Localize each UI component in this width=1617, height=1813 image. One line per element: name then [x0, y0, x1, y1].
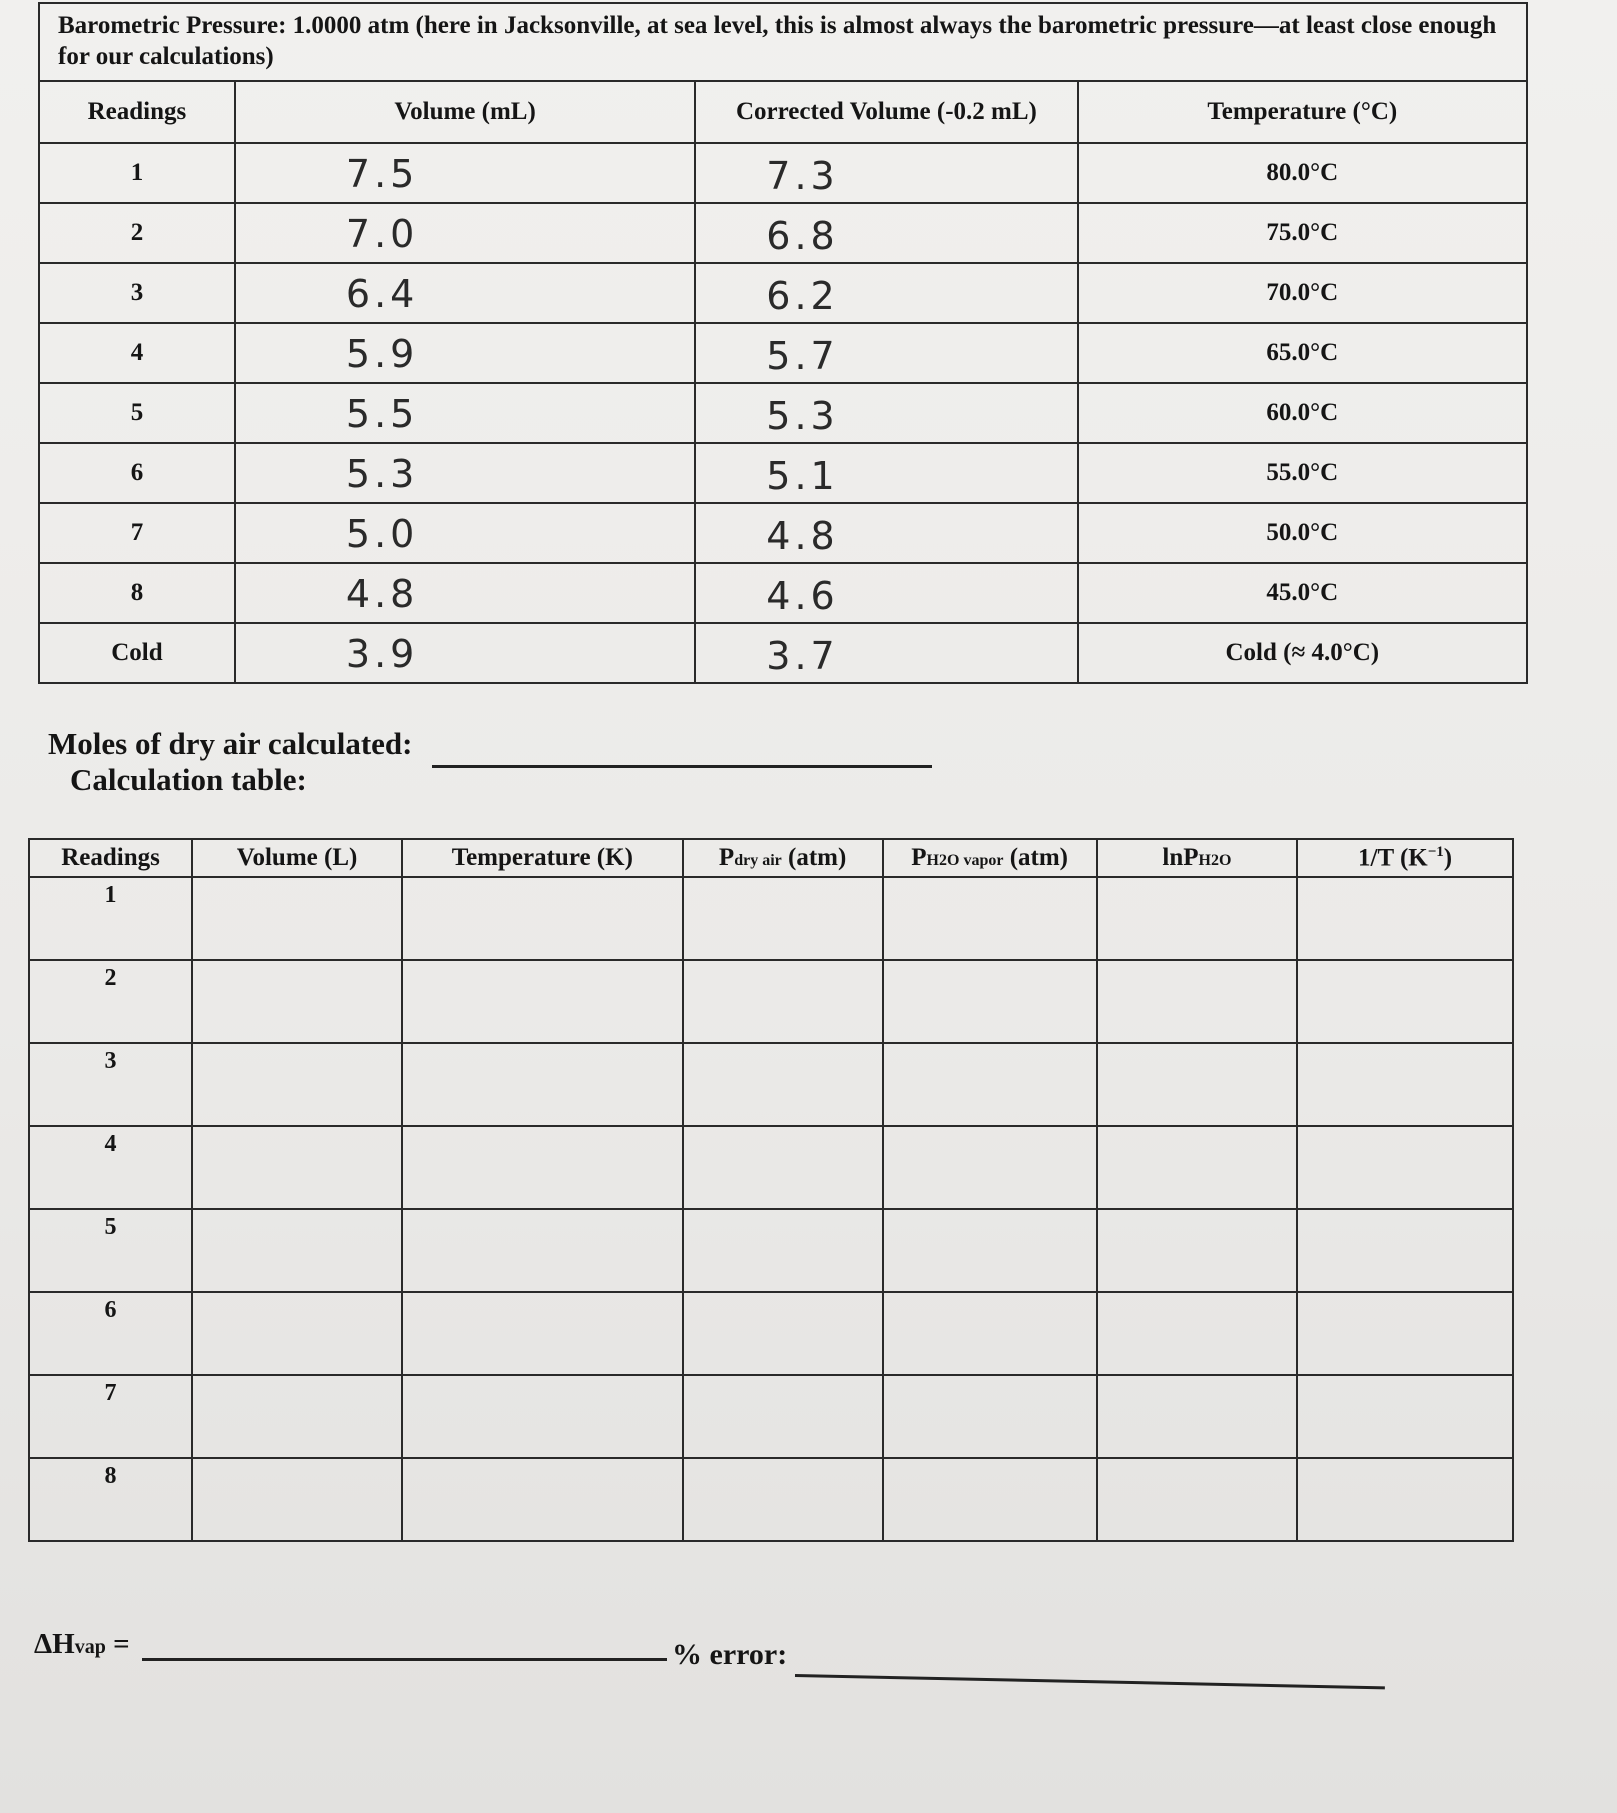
- inv-main: 1/T (K: [1358, 844, 1428, 872]
- temperature-k-cell[interactable]: [402, 1043, 683, 1126]
- ph2o-unit: (atm): [1003, 844, 1068, 871]
- percent-error-answer-line[interactable]: [795, 1674, 1385, 1689]
- volume-ml-value-handwritten: 5.9: [345, 332, 419, 376]
- corrected-volume-value: [695, 443, 1077, 503]
- inverse-temperature-cell[interactable]: [1297, 1292, 1513, 1375]
- temperature-k-cell[interactable]: [402, 1209, 683, 1292]
- ph2o-vapor-cell[interactable]: [883, 960, 1097, 1043]
- inverse-temperature-cell[interactable]: [1297, 1043, 1513, 1126]
- corrected-volume-value-handwritten: 6.8: [766, 214, 839, 258]
- ph2o-vapor-cell[interactable]: [883, 1043, 1097, 1126]
- volume-ml-value: [235, 203, 695, 263]
- inverse-temperature-cell[interactable]: [1297, 1458, 1513, 1541]
- calc-reading-number: 2: [29, 960, 192, 1043]
- volume-ml-value: [235, 383, 695, 443]
- temperature-c-value: 45.0°C: [1078, 563, 1527, 623]
- pdry-air-cell[interactable]: [683, 1209, 883, 1292]
- temperature-k-cell[interactable]: [402, 960, 683, 1043]
- pdry-unit: (atm): [781, 844, 847, 871]
- data-table: [38, 2, 1528, 684]
- ln-main: lnP: [1162, 844, 1199, 871]
- calculation-table: [28, 838, 1514, 1542]
- volume-ml-value: [235, 623, 695, 683]
- percent-error-label: % error:: [672, 1638, 788, 1671]
- moles-label: Moles of dry air calculated:: [48, 726, 413, 761]
- corrected-volume-value: [695, 323, 1077, 383]
- corrected-volume-value-handwritten: 4.8: [766, 514, 839, 558]
- calc-header-ph2o-vapor: [883, 839, 1097, 877]
- volume-ml-value: [235, 563, 695, 623]
- volume-l-cell[interactable]: [192, 1043, 402, 1126]
- dh-sub: vap: [74, 1636, 106, 1658]
- data-row: [39, 503, 1527, 563]
- data-row: [39, 443, 1527, 503]
- pdry-air-cell[interactable]: [683, 1126, 883, 1209]
- reading-number: 6: [39, 443, 235, 503]
- ph2o-sub: H2O vapor: [926, 852, 1004, 869]
- ph2o-vapor-cell[interactable]: [883, 1458, 1097, 1541]
- corrected-volume-value-handwritten: 5.3: [766, 394, 839, 438]
- temperature-c-value: 70.0°C: [1078, 263, 1527, 323]
- data-row: [39, 623, 1527, 683]
- header-readings: Readings: [39, 81, 235, 143]
- calc-row: [29, 1458, 1513, 1541]
- reading-number: Cold: [39, 623, 235, 683]
- volume-l-cell[interactable]: [192, 1458, 402, 1541]
- calc-reading-number: 5: [29, 1209, 192, 1292]
- volume-ml-value-handwritten: 6.4: [345, 272, 419, 316]
- temperature-k-cell[interactable]: [402, 877, 683, 960]
- ln-ph2o-cell[interactable]: [1097, 960, 1298, 1043]
- volume-ml-value-handwritten: 5.3: [345, 452, 419, 496]
- inv-end: ): [1443, 844, 1453, 872]
- data-row: [39, 383, 1527, 443]
- calc-header-ln-ph2o: [1097, 839, 1298, 877]
- header-volume-ml: Volume (mL): [235, 81, 695, 143]
- ln-ph2o-cell[interactable]: [1097, 1458, 1298, 1541]
- volume-ml-value: [235, 323, 695, 383]
- ln-sub: H2O: [1198, 852, 1232, 869]
- temperature-c-value: Cold (≈ 4.0°C): [1078, 623, 1527, 683]
- inv-sup: −1: [1427, 843, 1444, 860]
- temperature-c-value: 50.0°C: [1078, 503, 1527, 563]
- corrected-volume-value: [695, 503, 1077, 563]
- temperature-c-value: 80.0°C: [1078, 143, 1527, 203]
- corrected-volume-value: [695, 143, 1077, 203]
- volume-l-cell[interactable]: [192, 1209, 402, 1292]
- header-temperature-c: Temperature (°C): [1078, 81, 1527, 143]
- data-row: [39, 143, 1527, 203]
- reading-number: 3: [39, 263, 235, 323]
- volume-l-cell[interactable]: [192, 1375, 402, 1458]
- dh-eq: =: [105, 1628, 130, 1660]
- reading-number: 5: [39, 383, 235, 443]
- pdry-sub: dry air: [734, 852, 782, 869]
- pdry-air-cell[interactable]: [683, 1292, 883, 1375]
- ph2o-vapor-cell[interactable]: [883, 877, 1097, 960]
- volume-ml-value-handwritten: 5.5: [345, 392, 419, 436]
- reading-number: 4: [39, 323, 235, 383]
- inverse-temperature-cell[interactable]: [1297, 1375, 1513, 1458]
- temperature-c-value: 65.0°C: [1078, 323, 1527, 383]
- reading-number: 1: [39, 143, 235, 203]
- pdry-air-cell[interactable]: [683, 1375, 883, 1458]
- calc-header-readings: Readings: [29, 839, 192, 877]
- volume-l-cell[interactable]: [192, 1126, 402, 1209]
- ln-ph2o-cell[interactable]: [1097, 1043, 1298, 1126]
- volume-ml-value-handwritten: 5.0: [345, 512, 419, 556]
- volume-l-cell[interactable]: [192, 877, 402, 960]
- temperature-k-cell[interactable]: [402, 1375, 683, 1458]
- volume-ml-value-handwritten: 3.9: [345, 632, 419, 676]
- corrected-volume-value: [695, 623, 1077, 683]
- ph2o-vapor-cell[interactable]: [883, 1126, 1097, 1209]
- volume-ml-value-handwritten: 7.5: [345, 152, 419, 196]
- corrected-volume-value-handwritten: 7.3: [766, 154, 839, 198]
- reading-number: 2: [39, 203, 235, 263]
- temperature-k-cell[interactable]: [402, 1126, 683, 1209]
- delta-h-vap-label: [34, 1628, 130, 1661]
- ph2o-vapor-cell[interactable]: [883, 1292, 1097, 1375]
- data-row: [39, 563, 1527, 623]
- ln-ph2o-cell[interactable]: [1097, 1292, 1298, 1375]
- calc-row: [29, 960, 1513, 1043]
- calc-row: [29, 1375, 1513, 1458]
- corrected-volume-value: [695, 563, 1077, 623]
- calc-header-inverse-temperature: [1297, 839, 1513, 877]
- temperature-c-value: 60.0°C: [1078, 383, 1527, 443]
- calc-reading-number: 6: [29, 1292, 192, 1375]
- corrected-volume-value-handwritten: 3.7: [766, 634, 839, 678]
- temperature-c-value: 75.0°C: [1078, 203, 1527, 263]
- pdry-air-cell[interactable]: [683, 1458, 883, 1541]
- calc-row: [29, 1209, 1513, 1292]
- calc-reading-number: 7: [29, 1375, 192, 1458]
- pdry-air-cell[interactable]: [683, 1043, 883, 1126]
- volume-l-cell[interactable]: [192, 1292, 402, 1375]
- corrected-volume-value: [695, 203, 1077, 263]
- volume-ml-value: [235, 263, 695, 323]
- barometric-pressure-caption: Barometric Pressure: 1.0000 atm (here in Jacksonville, at sea level, this is almost always the barometric pressure—at least close enough for our calculations): [39, 3, 1527, 81]
- calc-header-temperature-k: Temperature (K): [402, 839, 683, 877]
- inverse-temperature-cell[interactable]: [1297, 1209, 1513, 1292]
- temperature-k-cell[interactable]: [402, 1292, 683, 1375]
- calc-reading-number: 1: [29, 877, 192, 960]
- pdry-air-cell[interactable]: [683, 877, 883, 960]
- ln-ph2o-cell[interactable]: [1097, 1126, 1298, 1209]
- data-table-header: [39, 81, 1527, 143]
- calc-row: [29, 1126, 1513, 1209]
- ln-ph2o-cell[interactable]: [1097, 1375, 1298, 1458]
- volume-ml-value-handwritten: 7.0: [345, 212, 419, 256]
- calc-reading-number: 3: [29, 1043, 192, 1126]
- header-corrected-volume: Corrected Volume (-0.2 mL): [695, 81, 1077, 143]
- volume-ml-value: [235, 503, 695, 563]
- dh-main: ΔH: [34, 1628, 75, 1660]
- moles-answer-line[interactable]: [432, 765, 932, 768]
- inverse-temperature-cell[interactable]: [1297, 877, 1513, 960]
- calc-reading-number: 8: [29, 1458, 192, 1541]
- inverse-temperature-cell[interactable]: [1297, 960, 1513, 1043]
- reading-number: 7: [39, 503, 235, 563]
- ln-ph2o-cell[interactable]: [1097, 1209, 1298, 1292]
- volume-ml-value: [235, 443, 695, 503]
- pdry-air-cell[interactable]: [683, 960, 883, 1043]
- data-row: [39, 203, 1527, 263]
- delta-h-vap-answer-line[interactable]: [142, 1658, 667, 1661]
- corrected-volume-value: [695, 263, 1077, 323]
- reading-number: 8: [39, 563, 235, 623]
- volume-l-cell[interactable]: [192, 960, 402, 1043]
- data-row: [39, 263, 1527, 323]
- calc-header-pdry-air: [683, 839, 883, 877]
- calc-row: [29, 1043, 1513, 1126]
- calc-table-header: [29, 839, 1513, 877]
- corrected-volume-value-handwritten: 5.7: [766, 334, 839, 378]
- corrected-volume-value-handwritten: 4.6: [766, 574, 839, 618]
- calc-row: [29, 877, 1513, 960]
- inverse-temperature-cell[interactable]: [1297, 1126, 1513, 1209]
- volume-ml-value: [235, 143, 695, 203]
- volume-ml-value-handwritten: 4.8: [345, 572, 419, 616]
- calc-row: [29, 1292, 1513, 1375]
- ph2o-vapor-cell[interactable]: [883, 1375, 1097, 1458]
- calc-table-title: Calculation table:: [70, 762, 307, 797]
- ph2o-main: P: [911, 844, 927, 871]
- pdry-main: P: [718, 844, 735, 871]
- calc-header-volume-l: Volume (L): [192, 839, 402, 877]
- data-row: [39, 323, 1527, 383]
- corrected-volume-value: [695, 383, 1077, 443]
- corrected-volume-value-handwritten: 5.1: [766, 454, 839, 498]
- corrected-volume-value-handwritten: 6.2: [766, 274, 839, 318]
- ph2o-vapor-cell[interactable]: [883, 1209, 1097, 1292]
- calc-reading-number: 4: [29, 1126, 192, 1209]
- temperature-c-value: 55.0°C: [1078, 443, 1527, 503]
- temperature-k-cell[interactable]: [402, 1458, 683, 1541]
- ln-ph2o-cell[interactable]: [1097, 877, 1298, 960]
